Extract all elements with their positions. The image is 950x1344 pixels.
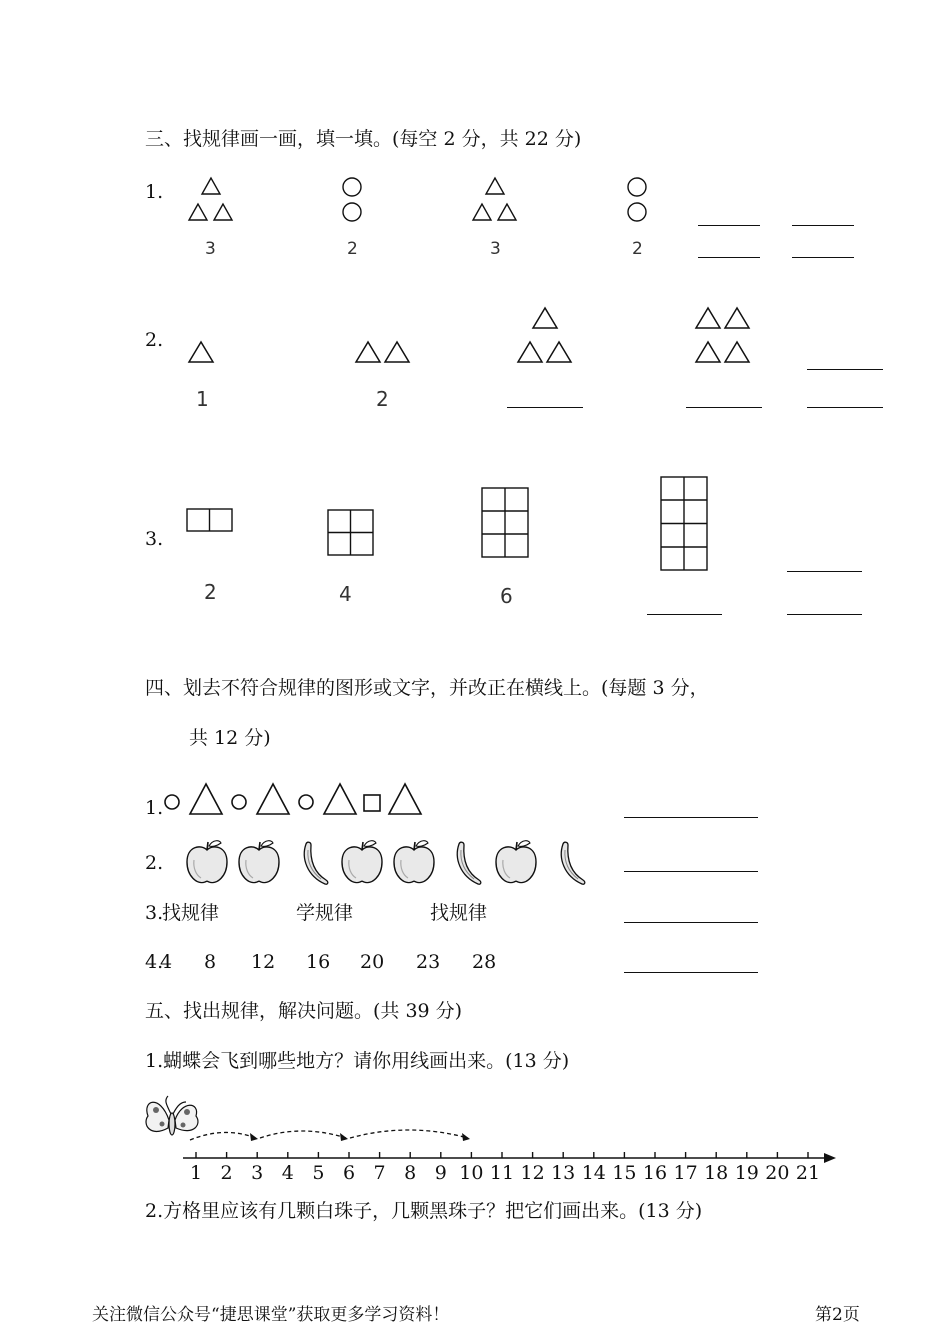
number-line-label: 13: [551, 1162, 576, 1184]
s4-q3-word-3: 找规律: [430, 902, 488, 924]
s4-q4-label: 4.: [145, 951, 164, 973]
s3-q1-label: 1.: [145, 181, 164, 203]
number-line-label: 10: [459, 1162, 484, 1184]
s4-q3-word-1: 找规律: [162, 902, 220, 924]
number-line-label: 2: [220, 1162, 233, 1184]
footer-note: 关注微信公众号“捷思课堂”获取更多学习资料！: [92, 1305, 450, 1325]
s4-q4-num: 16: [306, 951, 331, 973]
s3-q3-num-3: 6: [500, 584, 513, 608]
section5-title: 五、找出规律，解决问题。(共 39 分): [145, 1000, 463, 1022]
number-line-label: 16: [642, 1162, 668, 1184]
number-line-label: 18: [704, 1162, 729, 1184]
s3-q3-label: 3.: [145, 528, 164, 550]
s4-q4-num: 12: [251, 951, 276, 973]
s3-q3-num-1: 2: [204, 580, 217, 604]
number-line-label: 12: [520, 1162, 545, 1184]
s4-q4-num: 23: [416, 951, 441, 973]
s4-q4-num: 28: [472, 951, 497, 973]
s3-q3-num-2: 4: [339, 582, 352, 606]
s3-q2-num-2: 2: [376, 387, 389, 411]
s4-q4-num: 20: [360, 951, 385, 973]
number-line-label: 5: [312, 1162, 325, 1184]
number-line-label: 19: [734, 1162, 759, 1184]
butterfly-icon: [146, 1096, 198, 1135]
number-line-label: 21: [795, 1162, 821, 1184]
s5-q1-text: 1.蝴蝶会飞到哪些地方？请你用线画出来。(13 分): [145, 1050, 570, 1072]
number-line-label: 8: [404, 1162, 417, 1184]
number-line-label: 3: [251, 1162, 264, 1184]
number-line-label: 14: [581, 1162, 606, 1184]
number-line-label: 20: [765, 1162, 790, 1184]
s4-q3-label: 3.: [145, 902, 164, 924]
s4-q4-num: 8: [204, 951, 217, 973]
s3-q1-num-3: 3: [490, 239, 501, 259]
number-line-label: 6: [342, 1162, 356, 1184]
section4-title: 四、划去不符合规律的图形或文字，并改正在横线上。(每题 3 分，: [145, 677, 709, 699]
s3-q1-num-1: 3: [205, 239, 216, 259]
number-line-label: 15: [612, 1162, 637, 1184]
s4-q4-num: 4: [160, 951, 173, 973]
s4-q3-word-2: 学规律: [296, 902, 354, 924]
s3-q1-num-2: 2: [347, 239, 358, 259]
number-line-label: 7: [373, 1162, 386, 1184]
s4-q2-label: 2.: [145, 852, 164, 874]
s3-q1-num-4: 2: [632, 239, 643, 259]
section4-title-cont: 共 12 分): [189, 727, 271, 749]
page-number: 第2页: [815, 1305, 860, 1325]
s3-q2-num-1: 1: [196, 387, 209, 411]
s5-q2-text: 2.方格里应该有几颗白珠子，几颗黑珠子？把它们画出来。(13 分): [145, 1200, 703, 1222]
number-line-label: 1: [189, 1162, 203, 1184]
number-line-label: 17: [673, 1162, 698, 1184]
s4-q1-label: 1.: [145, 797, 164, 819]
s3-q2-label: 2.: [145, 329, 164, 351]
number-line-label: 9: [434, 1162, 447, 1184]
section3-title: 三、找规律画一画，填一填。(每空 2 分，共 22 分): [145, 128, 582, 150]
number-line-label: 4: [281, 1162, 294, 1184]
number-line-label: 11: [489, 1162, 515, 1184]
